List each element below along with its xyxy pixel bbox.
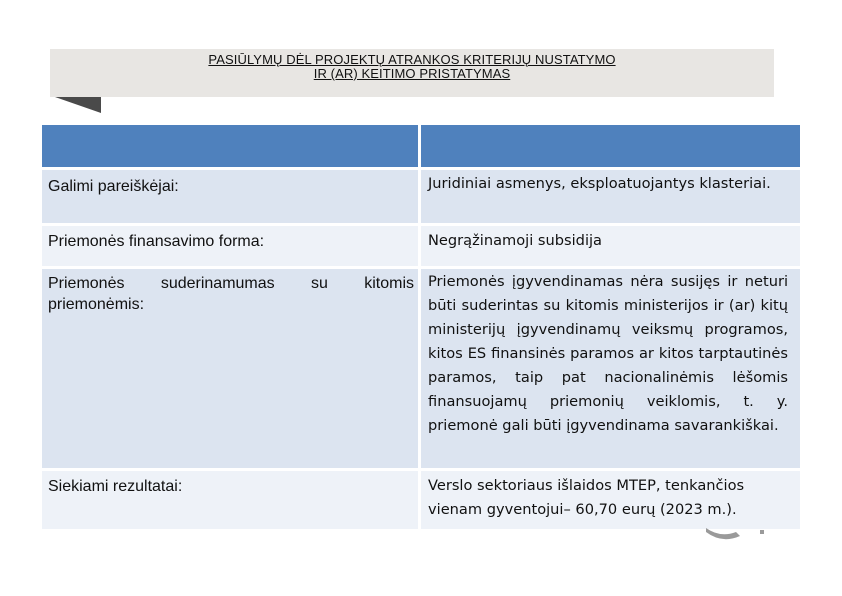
table-row [42, 226, 800, 266]
row-value: Priemonės įgyvendinamas nėra susijęs ir neturi būti suderintas su kitomis ministerijos ir (ar) kitų ministerijų įgyvendinamų veiksmų programos, kitos ES finansinės paramos ar kitos tarptautinės paramos, taip pat nacionalinėmis lėšomis finansuojamų priemonių veiklomis, t. y. priemonė gali būti įgyvendinama savarankiškai. [428, 273, 788, 434]
decorative-wedge [55, 97, 101, 113]
row-value: Verslo sektoriaus išlaidos MTEP, tenkančios vienam gyventojui– 60,70 eurų (2023 m.). [428, 477, 745, 518]
header-cell-right [421, 125, 800, 167]
title-line-2: IR (AR) KEITIMO PRISTATYMAS [313, 66, 511, 81]
row-label: Siekiami rezultatai: [48, 478, 183, 495]
table-header-row [42, 125, 800, 167]
row-value: Juridiniai asmenys, eksploatuojantys klasteriai. [428, 175, 771, 192]
row-label: Priemonės finansavimo forma: [48, 233, 265, 250]
header-cell-left [42, 125, 418, 167]
table-row [42, 471, 800, 529]
logo-fragment [700, 528, 770, 542]
table-row [42, 170, 800, 223]
table-row [42, 269, 800, 468]
row-value: Negrąžinamoji subsidija [428, 232, 602, 249]
row-label: Galimi pareiškėjai: [48, 178, 179, 195]
row-label: Priemonės suderinamumas su kitomis priemonėmis: [48, 275, 414, 313]
title-line-1: PASIŪLYMŲ DĖL PROJEKTŲ ATRANKOS KRITERIJŲ NUSTATYMO [208, 52, 616, 67]
page-title [50, 53, 774, 81]
